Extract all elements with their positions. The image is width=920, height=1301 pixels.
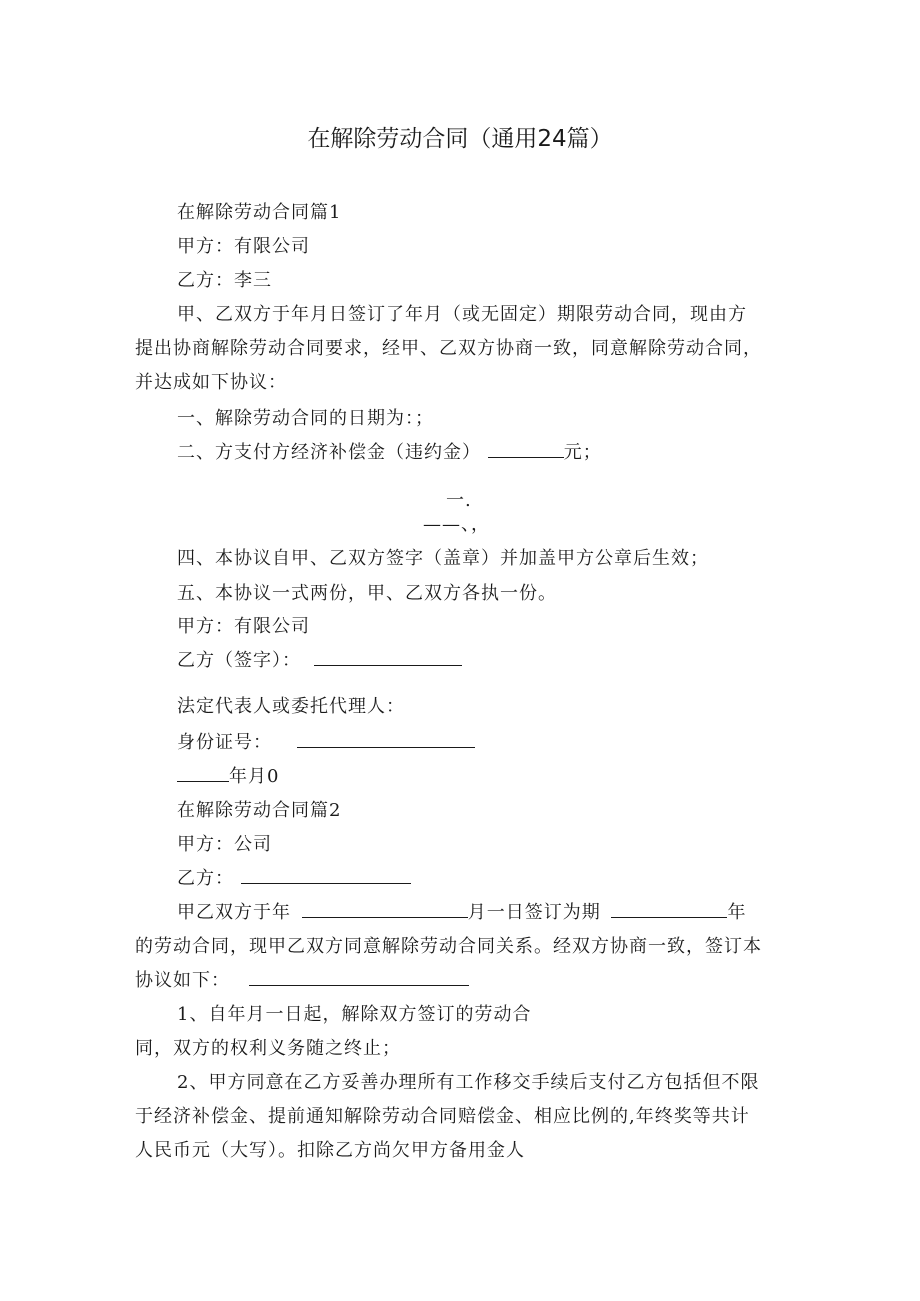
party-b-label: 乙方：: [177, 868, 234, 889]
paragraph-line: 提出协商解除劳动合同要求，经甲、乙双方协商一致，同意解除劳动合同，: [135, 338, 762, 359]
id-number-line: [177, 728, 475, 754]
signature-label: 乙方（签字）：: [177, 650, 301, 671]
signature-party-b: [177, 646, 462, 672]
paragraph-line: [135, 966, 469, 992]
blank-underline: [302, 901, 468, 918]
signature-underline: [314, 649, 462, 666]
clause-1: 一、解除劳动合同的日期为：；: [177, 408, 434, 429]
date-underline: [177, 765, 229, 782]
date-line: [177, 762, 279, 788]
fragment-text: 一.: [446, 490, 472, 511]
text-fragment: 协议如下：: [135, 970, 230, 991]
clause-2-unit: 元；: [563, 442, 602, 463]
clause-2: [177, 438, 602, 464]
party-b-underline: [241, 867, 411, 884]
party-b-line: [177, 864, 411, 890]
id-underline: [297, 731, 475, 748]
clause-5: 五、本协议一式两份，甲、乙双方各执一份。: [177, 583, 557, 604]
paragraph-line: 并达成如下协议：: [135, 372, 287, 393]
clause-1-continued: 同，双方的权利义务随之终止；: [135, 1038, 401, 1059]
document-title: 在解除劳动合同（通用24篇）: [307, 126, 613, 152]
blank-underline: [488, 441, 564, 458]
clause-1: 1、自年月一日起，解除双方签订的劳动合: [177, 1004, 532, 1025]
party-a-line: 甲方：有限公司: [177, 236, 310, 257]
signature-party-a: 甲方：有限公司: [177, 616, 310, 637]
text-fragment: 年: [727, 902, 747, 923]
id-label: 身份证号：: [177, 732, 272, 753]
paragraph-line: 甲、乙双方于年月日签订了年月（或无固定）期限劳动合同，现由方: [177, 304, 747, 325]
party-a-line: 甲方：公司: [177, 834, 272, 855]
fragment-text: ——、，: [423, 514, 490, 535]
blank-underline: [249, 969, 469, 986]
clause-4: 四、本协议自甲、乙双方签字（盖章）并加盖甲方公章后生效；: [177, 548, 709, 569]
blank-underline: [611, 901, 727, 918]
representative-line: 法定代表人或委托代理人：: [177, 696, 405, 717]
clause-2: 2、甲方同意在乙方妥善办理所有工作移交手续后支付乙方包括但不限: [177, 1072, 760, 1093]
clause-2-continued: 人民币元（大写）。扣除乙方尚欠甲方备用金人: [135, 1140, 525, 1161]
party-b-line: 乙方：李三: [177, 270, 272, 291]
date-text: 年月0: [229, 766, 280, 787]
clause-2-continued: 于经济补偿金、提前通知解除劳动合同赔偿金、相应比例的,年终奖等共计: [135, 1106, 750, 1127]
text-fragment: 月一日签订为期: [467, 902, 601, 923]
paragraph-line: 的劳动合同，现甲乙双方同意解除劳动合同关系。经双方协商一致，签订本: [135, 936, 762, 957]
clause-2-text: 二、方支付方经济补偿金（违约金）: [177, 442, 481, 463]
section-heading-1: 在解除劳动合同篇1: [177, 202, 342, 223]
paragraph-line: [177, 898, 746, 924]
text-fragment: 甲乙双方于年: [177, 902, 291, 923]
section-heading-2: 在解除劳动合同篇2: [177, 800, 342, 821]
